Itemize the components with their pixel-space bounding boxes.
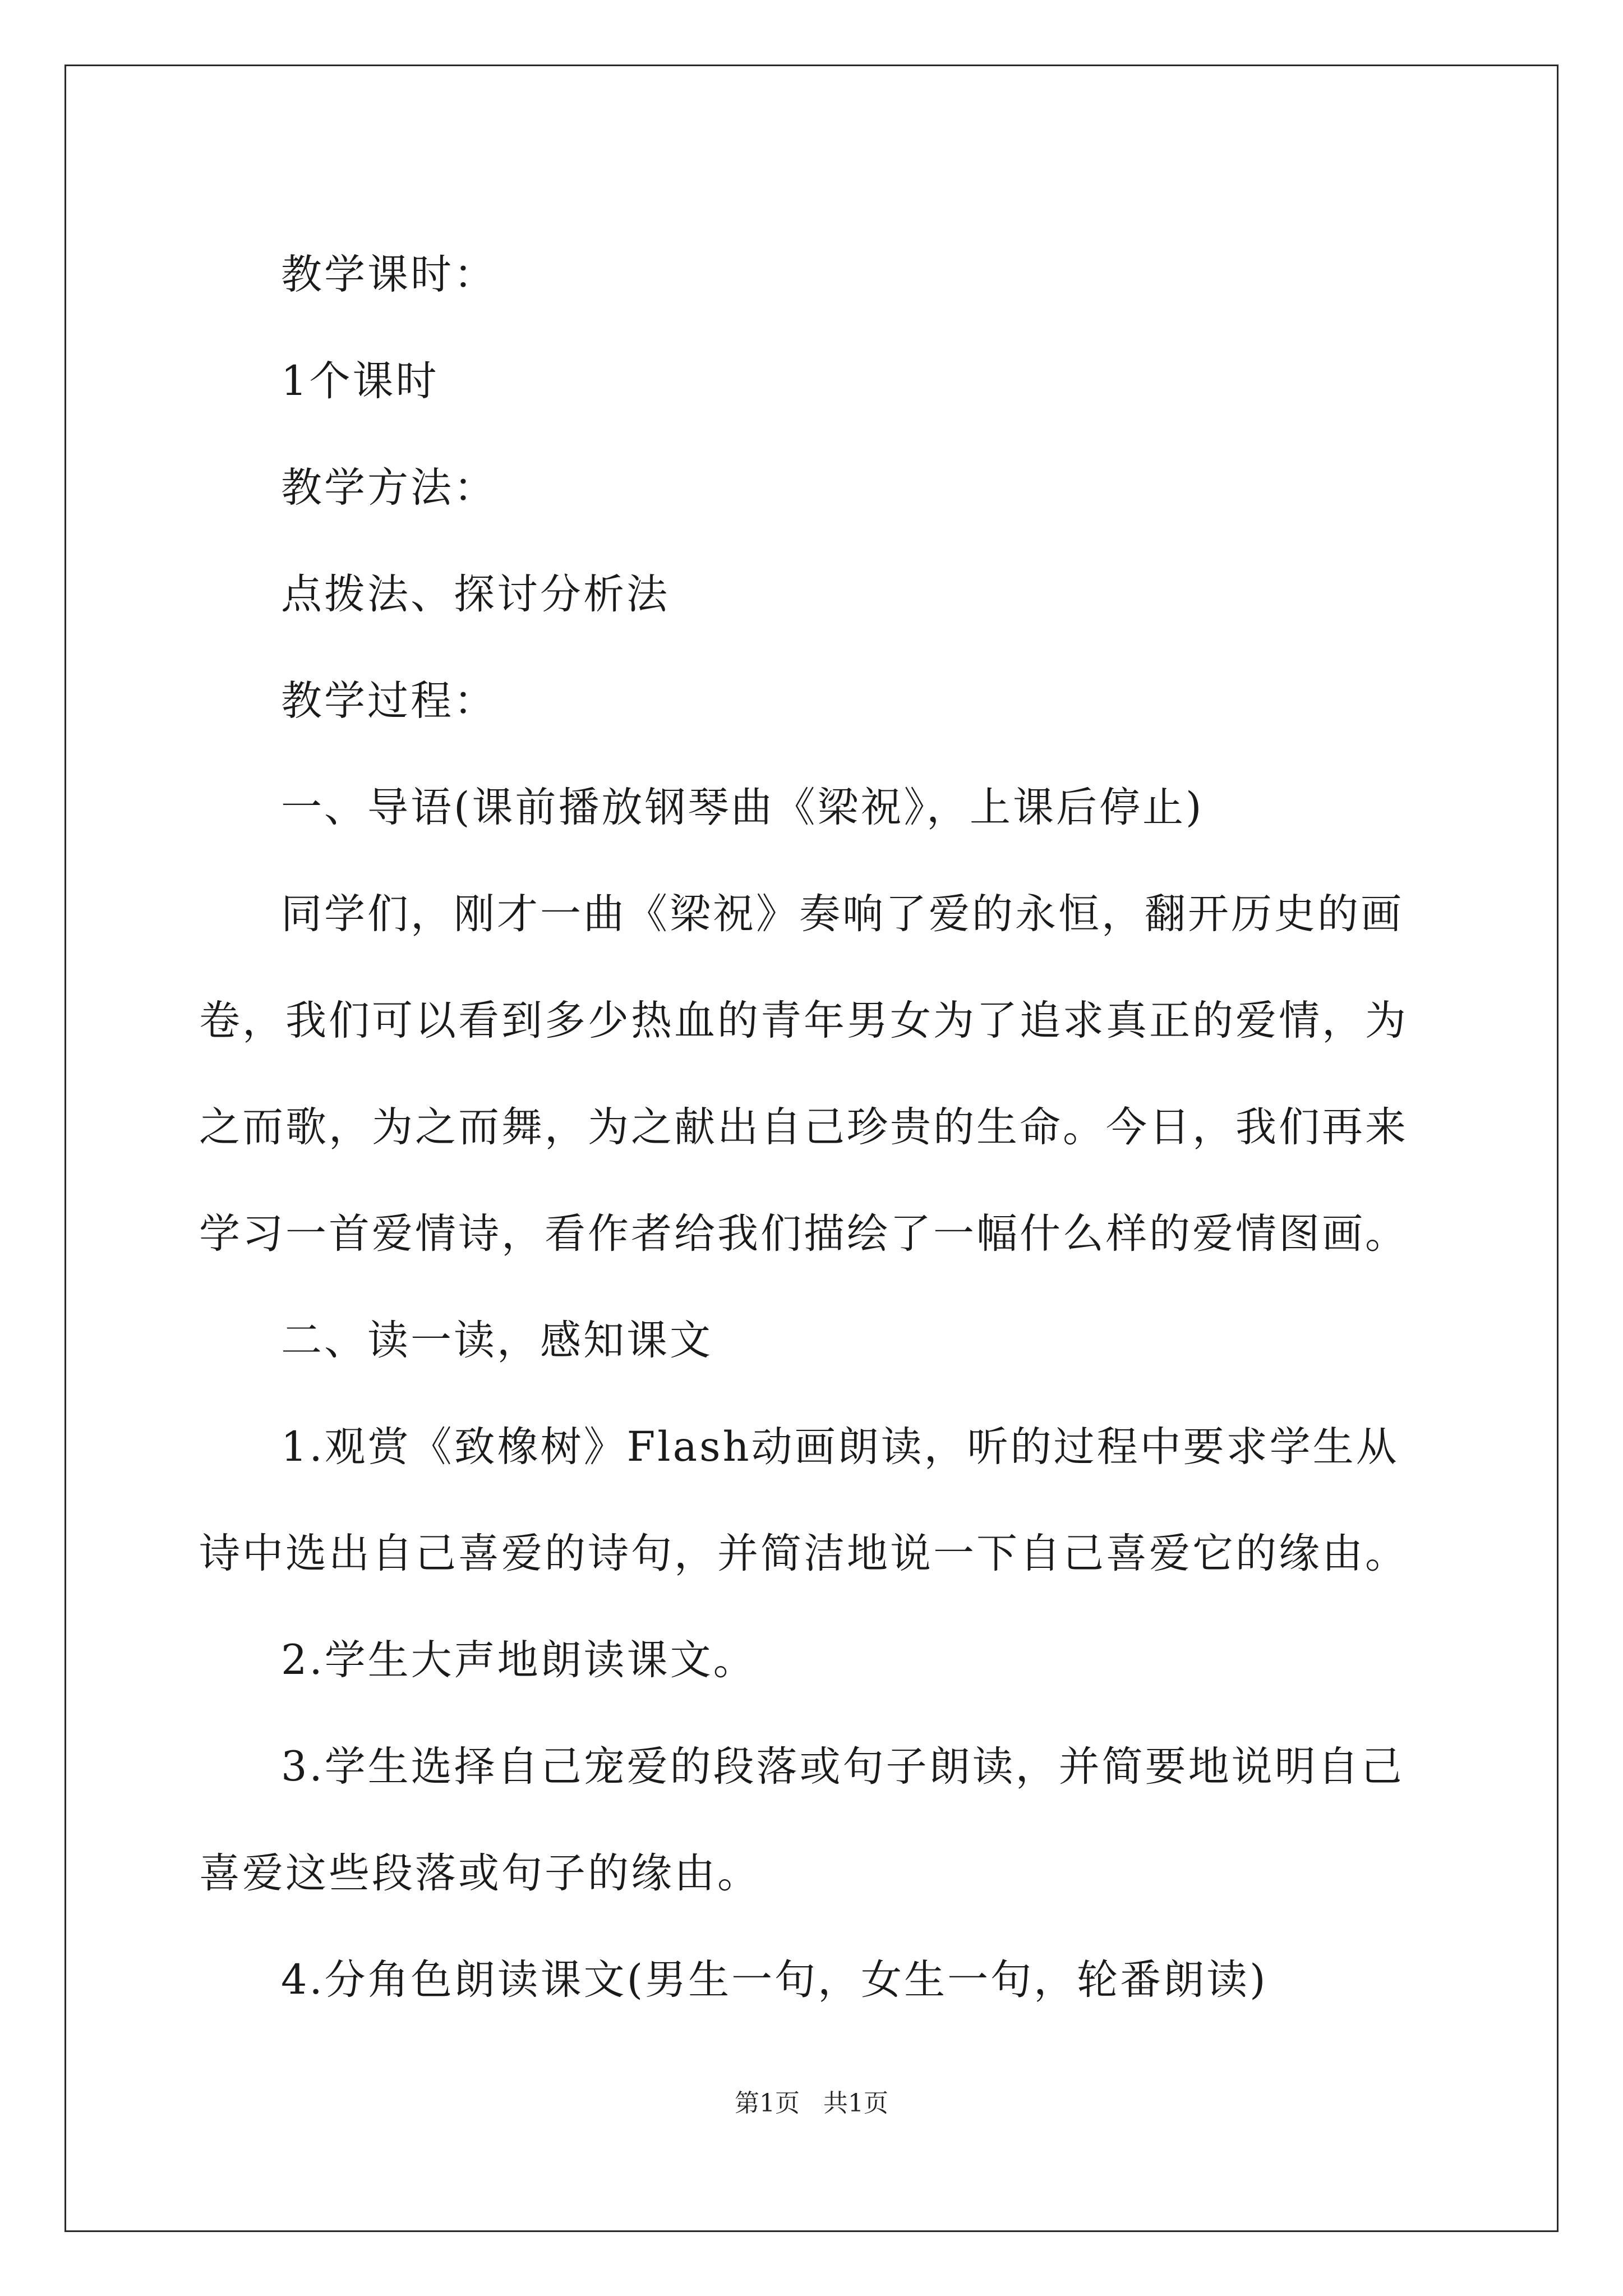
document-body: [199, 222, 1427, 2033]
paragraph-step-4: 4.分角色朗读课文(男生一句，女生一句，轮番朗读): [281, 1956, 1268, 2004]
page-number-total: 共1页: [823, 2089, 888, 2118]
paragraph-teaching-method-heading: 教学方法：: [281, 464, 497, 512]
page-number-current: 第1页: [735, 2089, 800, 2118]
paragraph-step-3: 3.学生选择自己宠爱的段落或句子朗读，并简要地说明自己喜爱这些段落或句子的缘由。: [199, 1743, 1404, 1897]
page-footer: [0, 2087, 1623, 2120]
paragraph-teaching-process-heading: 教学过程：: [281, 677, 497, 725]
paragraph-step-1: 1.观赏《致橡树》Flash动画朗读，听的过程中要求学生从诗中选出自己喜爱的诗句，并简洁地说一下自己喜爱它的缘由。: [199, 1423, 1408, 1577]
paragraph-section-intro: 一、导语(课前播放钢琴曲《梁祝》，上课后停止): [281, 784, 1204, 831]
paragraph-section-reading: 二、读一读，感知课文: [281, 1317, 713, 1364]
paragraph-step-2: 2.学生大声地朗读课文。: [281, 1636, 757, 1684]
paragraph-lesson-hours: 1个课时: [281, 357, 439, 405]
paragraph-intro-body: 同学们，刚才一曲《梁祝》奏响了爱的永恒，翻开历史的画卷，我们可以看到多少热血的青年男女为了追求真正的爱情，为之而歌，为之而舞，为之献出自己珍贵的生命。今日，我们再来学习一首爱情诗，看作者给我们描绘了一幅什么样的爱情图画。: [199, 890, 1408, 1258]
paragraph-lesson-hours-heading: 教学课时：: [281, 251, 497, 298]
paragraph-teaching-method: 点拨法、探讨分析法: [281, 570, 670, 618]
